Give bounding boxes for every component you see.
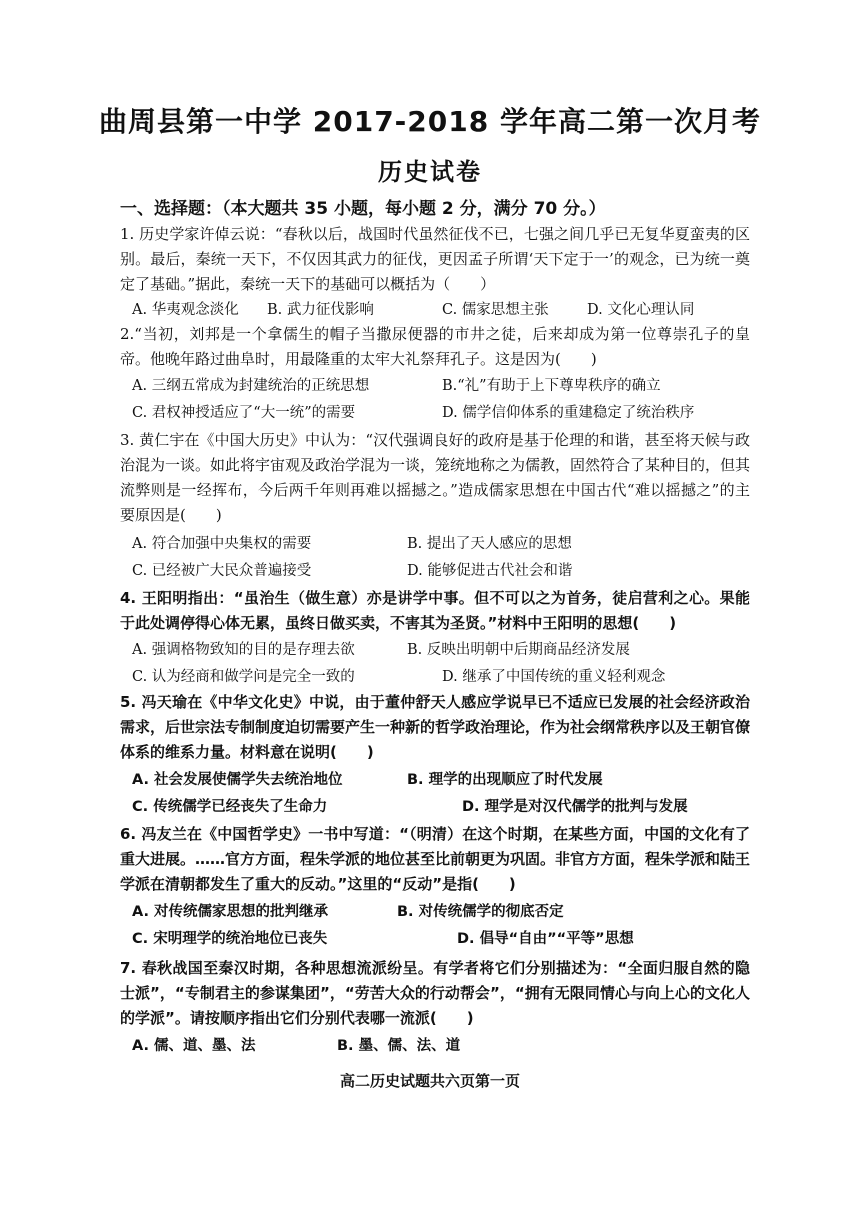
option-d: D. 继承了中国传统的重义轻利观念 xyxy=(442,669,666,685)
option-d: D. 儒学信仰体系的重建稳定了统治秩序 xyxy=(442,405,695,421)
exam-title: 曲周县第一中学 2017-2018 学年高二第一次月考 xyxy=(99,105,761,138)
option-b: B. 反映出明朝中后期商品经济发展 xyxy=(407,642,630,658)
question-3-options xyxy=(132,532,752,586)
question-7: 7. 春秋战国至秦汉时期，各种思想流派纷呈。有学者将它们分别描述为：“全面归服自然的隐士派”，“专制君主的参谋集团”，“劳苦大众的行动帮会”，“拥有无限同情心与向上心的文化人的学派”。请按顺序指出它们分别代表哪一流派( ) xyxy=(120,959,750,1027)
option-a: A. 对传统儒家思想的批判继承 xyxy=(132,904,329,920)
question-7-options xyxy=(132,1034,752,1061)
option-a: A. 华夷观念淡化 xyxy=(132,302,239,318)
question-4: 4. 王阳明指出：“虽治生（做生意）亦是讲学中事。但不可以之为首务，徒启营利之心。果能于此处调停得心体无累，虽终日做买卖，不害其为圣贤。”材料中王阳明的思想( ) xyxy=(120,589,750,632)
option-b: B.“礼”有助于上下尊卑秩序的确立 xyxy=(442,378,661,394)
option-c: C. 传统儒学已经丧失了生命力 xyxy=(132,799,328,815)
option-d: D. 文化心理认同 xyxy=(587,302,695,318)
question-4-options xyxy=(132,638,752,692)
option-b: B. 武力征伐影响 xyxy=(267,302,374,318)
option-c: C. 宋明理学的统治地位已丧失 xyxy=(132,931,328,947)
exam-subtitle: 历史试卷 xyxy=(378,158,482,186)
option-b: B. 对传统儒学的彻底否定 xyxy=(397,904,564,920)
section-heading: 一、选择题：（本大题共 35 小题，每小题 2 分，满分 70 分。） xyxy=(120,199,606,219)
question-6-options xyxy=(132,900,752,954)
option-a: A. 儒、道、墨、法 xyxy=(132,1038,256,1054)
page-footer: 高二历史试题共六页第一页 xyxy=(339,1072,520,1090)
question-2-options xyxy=(132,374,752,428)
option-b: B. 墨、儒、法、道 xyxy=(337,1038,461,1054)
question-6: 6. 冯友兰在《中国哲学史》一书中写道：“（明清）在这个时期，在某些方面，中国的文化有了重大进展。……官方方面，程朱学派的地位甚至比前朝更为巩固。非官方方面，程朱学派和陆王学派在清朝都发生了重大的反动。”这里的“反动”是指( ) xyxy=(120,825,751,893)
option-b: B. 提出了天人感应的思想 xyxy=(407,536,572,552)
option-c: C. 认为经商和做学问是完全一致的 xyxy=(132,669,355,685)
option-a: A. 社会发展使儒学失去统治地位 xyxy=(132,772,343,788)
option-a: A. 三纲五常成为封建统治的正统思想 xyxy=(132,378,370,394)
question-1-options xyxy=(132,298,752,325)
option-c: C. 儒家思想主张 xyxy=(442,302,549,318)
question-2: 2.“当初，刘邦是一个拿儒生的帽子当撒尿便器的市井之徒，后来却成为第一位尊崇孔子的皇帝。他晚年路过曲阜时，用最隆重的太牢大礼祭拜孔子。这是因为( ) xyxy=(120,325,750,368)
option-a: A. 符合加强中央集权的需要 xyxy=(132,536,312,552)
question-5-options xyxy=(132,768,752,822)
option-b: B. 理学的出现顺应了时代发展 xyxy=(407,772,603,788)
option-d: D. 理学是对汉代儒学的批判与发展 xyxy=(462,799,688,815)
option-d: D. 倡导“自由”“平等”思想 xyxy=(457,931,634,947)
question-3: 3. 黄仁宇在《中国大历史》中认为：“汉代强调良好的政府是基于伦理的和谐，甚至将天候与政治混为一谈。如此将宇宙观及政治学混为一谈，笼统地称之为儒教，固然符合了某种目的，但其流弊则是一经挥布，今后两千年则再难以摇撼之。”造成儒家思想在中国古代“难以摇撼之”的主要原因是( ) xyxy=(120,431,751,524)
question-1: 1. 历史学家许倬云说：“春秋以后，战国时代虽然征伐不已，七强之间几乎已无复华夏蛮夷的区别。最后，秦统一天下，不仅因其武力的征伐，更因孟子所谓‘天下定于一’的观念，已为统一奠定了基础。”据此，秦统一天下的基础可以概括为（ ） xyxy=(120,225,750,293)
option-d: D. 能够促进古代社会和谐 xyxy=(407,563,573,579)
option-a: A. 强调格物致知的目的是存理去欲 xyxy=(132,642,355,658)
option-c: C. 君权神授适应了“大一统”的需要 xyxy=(132,405,356,421)
question-5: 5. 冯天瑜在《中华文化史》中说，由于董仲舒天人感应学说早已不适应已发展的社会经济政治需求，后世宗法专制制度迫切需要产生一种新的哲学政治理论，作为社会纲常秩序以及王朝官僚体系的维系力量。材料意在说明( ) xyxy=(120,693,751,761)
option-c: C. 已经被广大民众普遍接受 xyxy=(132,563,312,579)
